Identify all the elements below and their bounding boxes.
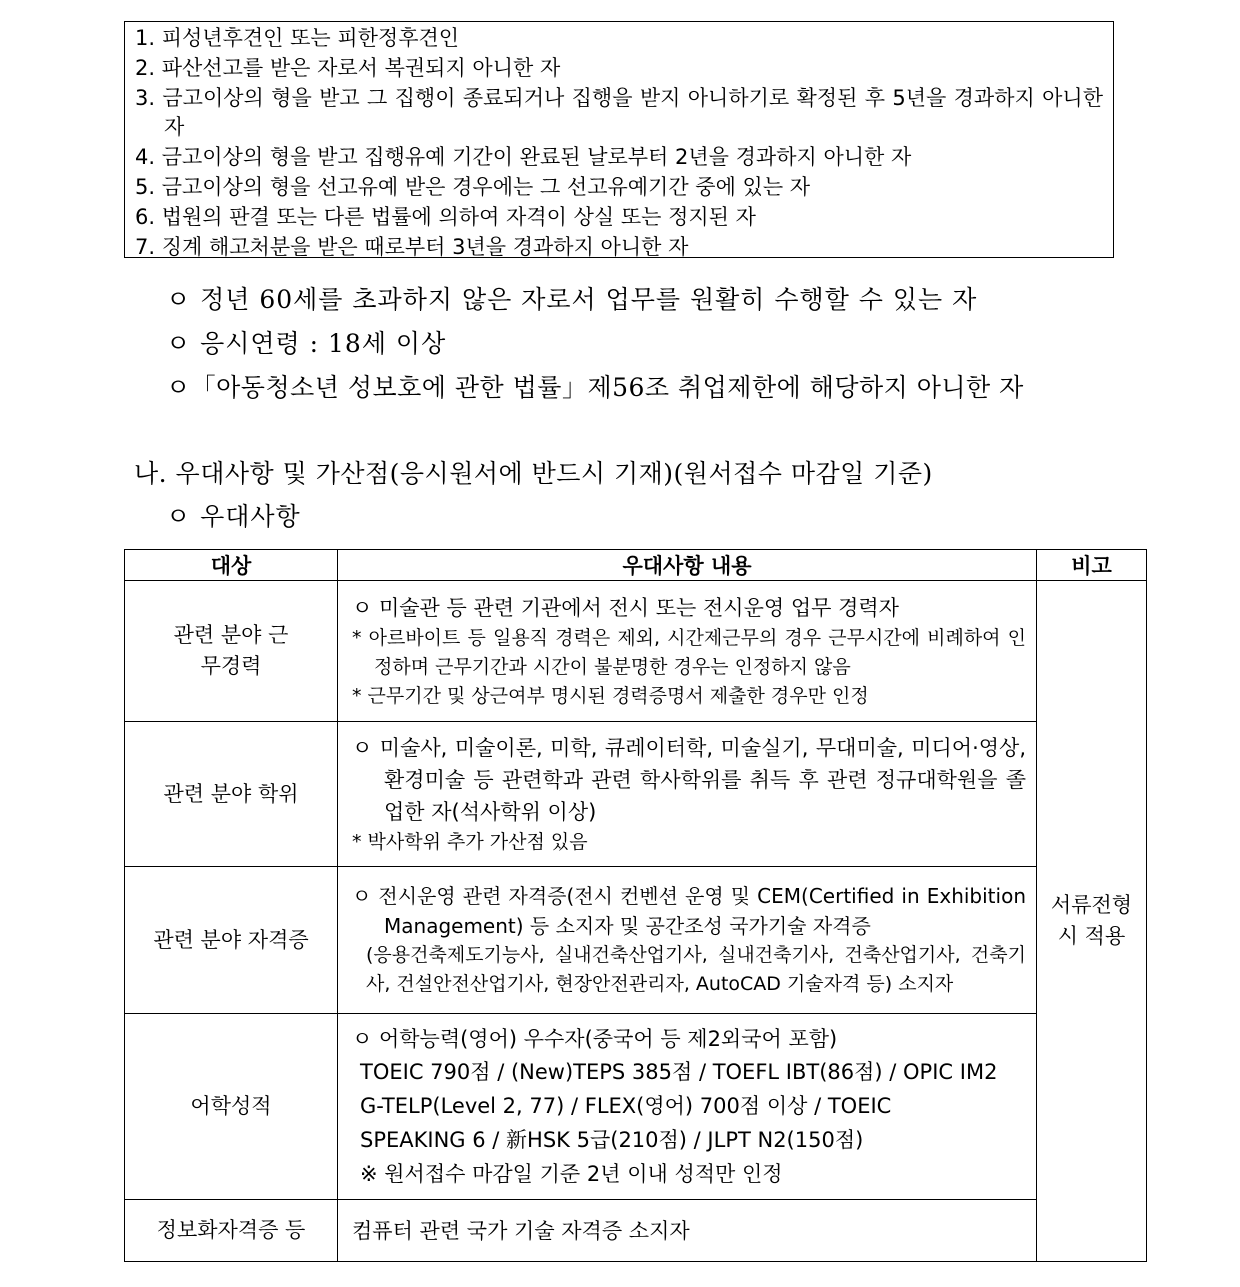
table-row: [125, 581, 1147, 722]
table-row: [125, 1200, 1147, 1262]
disqualification-item: 6. 법원의 판결 또는 다른 법률에 의하여 자격이 상실 또는 정지된 자: [135, 204, 756, 229]
target-label: 정보화자격증 등: [156, 1218, 306, 1242]
target-label: 관련 분야 자격증: [153, 927, 309, 952]
disqualification-item: 1. 피성년후견인 또는 피한정후견인: [135, 26, 460, 50]
header-target: 대상: [125, 550, 338, 581]
content-note: * 아르바이트 등 일용직 경력은 제외, 시간제근무의 경우 근무시간에 비례하여 인정하며 근무기간과 시간이 불분명한 경우는 인정하지 않음: [352, 626, 1026, 678]
table-row: [125, 867, 1147, 1014]
content-note: * 박사학위 추가 가산점 있음: [352, 830, 588, 853]
disqualification-item: 2. 파산선고를 받은 자로서 복권되지 아니한 자: [135, 55, 561, 80]
condition-retirement-age: ㅇ 정년 60세를 초과하지 않은 자로서 업무를 원활히 수행할 수 있는 자: [166, 285, 978, 314]
section-title: 나. 우대사항 및 가산점(응시원서에 반드시 기재)(원서접수 마감일 기준): [134, 459, 933, 488]
content-main: ㅇ 어학능력(영어) 우수자(중국어 등 제2외국어 포함): [352, 1026, 838, 1051]
table-row: [125, 1014, 1147, 1200]
row-content: [338, 1200, 1037, 1262]
row-content: [338, 722, 1037, 867]
row-target: [125, 722, 338, 867]
row-target: [125, 1014, 338, 1200]
row-content: [338, 581, 1037, 722]
condition-min-age: ㅇ 응시연령 : 18세 이상: [166, 329, 447, 358]
condition-youth-law: ㅇ「아동청소년 성보호에 관한 법률」제56조 취업제한에 해당하지 아니한 자: [166, 373, 1024, 402]
disqualification-item: 3. 금고이상의 형을 받고 그 집행이 종료되거나 집행을 받지 아니하기로 확정된 후 5년을 경과하지 아니한 자: [135, 85, 1103, 140]
content-line: ※ 원서접수 마감일 기준 2년 이내 성적만 인정: [360, 1161, 783, 1186]
content-line: SPEAKING 6 / 新HSK 5급(210점) / JLPT N2(150점): [360, 1127, 864, 1152]
target-label: 어학성적: [190, 1094, 272, 1118]
remark-text: 서류전형 시 적용: [1050, 893, 1133, 948]
content-line: TOEIC 790점 / (New)TEPS 385점 / TOEFL IBT(86점) / OPIC IM2: [360, 1059, 998, 1084]
remark-cell: [1037, 581, 1147, 1262]
content-main: 컴퓨터 관련 국가 기술 자격증 소지자: [352, 1218, 690, 1243]
table-row: [125, 722, 1147, 867]
target-label: 관련 분야 학위: [163, 781, 299, 806]
target-label: 관련 분야 근무경력: [173, 623, 289, 678]
content-line: G-TELP(Level 2, 77) / FLEX(영어) 700점 이상 / TOEIC: [360, 1093, 892, 1118]
row-target: [125, 1200, 338, 1262]
disqualification-item: 4. 금고이상의 형을 받고 집행유예 기간이 완료된 날로부터 2년을 경과하지 아니한 자: [135, 145, 912, 170]
sub-title: ㅇ 우대사항: [166, 502, 301, 531]
disqualification-item: 5. 금고이상의 형을 선고유예 받은 경우에는 그 선고유예기간 중에 있는 자: [135, 174, 811, 199]
disqualification-item: 7. 징계 해고처분을 받은 때로부터 3년을 경과하지 아니한 자: [135, 234, 689, 259]
table-header-row: [125, 550, 1147, 581]
disqualification-box: [124, 21, 1114, 258]
content-main: ㅇ 미술관 등 관련 기관에서 전시 또는 전시운영 업무 경력자: [352, 595, 899, 620]
header-remark: 비고: [1037, 550, 1147, 581]
row-target: [125, 867, 338, 1014]
header-content: 우대사항 내용: [338, 550, 1037, 581]
content-note: * 근무기간 및 상근여부 명시된 경력증명서 제출한 경우만 인정: [352, 684, 869, 707]
content-main: ㅇ 전시운영 관련 자격증(전시 컨벤션 운영 및 CEM(Certified in Exhibition Management) 등 소지자 및 공간조성 국가기술 자격증: [352, 884, 1026, 938]
row-target: [125, 581, 338, 722]
content-detail: (응용건축제도기능사, 실내건축산업기사, 실내건축기사, 건축산업기사, 건축기사, 건설안전산업기사, 현장안전관리자, AutoCAD 기술자격 등) 소지자: [366, 944, 1026, 995]
preference-table: [124, 549, 1147, 1262]
row-content: [338, 1014, 1037, 1200]
row-content: [338, 867, 1037, 1014]
content-main: ㅇ 미술사, 미술이론, 미학, 큐레이터학, 미술실기, 무대미술, 미디어·영상, 환경미술 등 관련학과 관련 학사학위를 취득 후 관련 정규대학원을 졸업한 자(석사학위 이상): [352, 735, 1026, 824]
